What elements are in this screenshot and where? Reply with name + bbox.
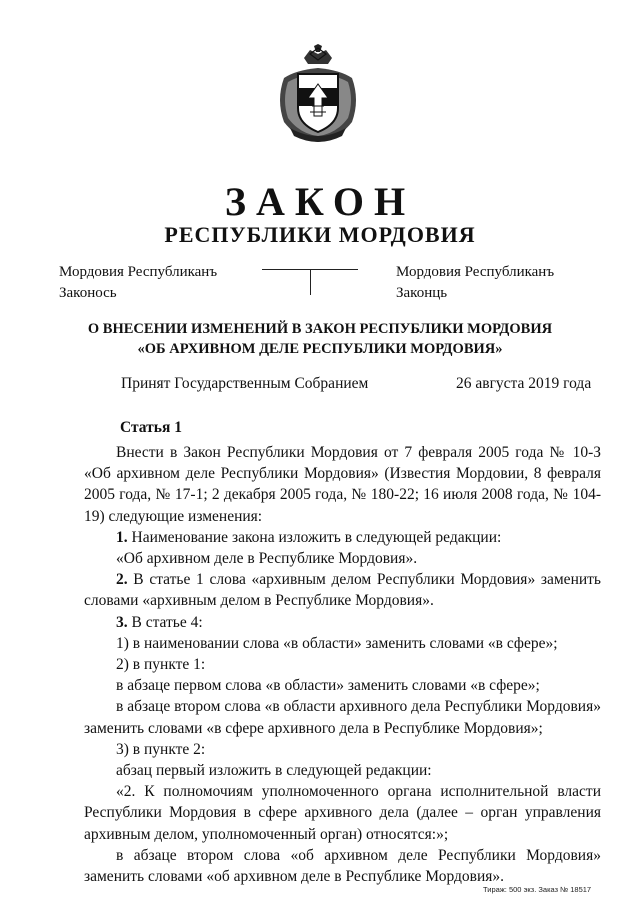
item-3-sub-3: 3) в пункте 2: [116, 740, 206, 758]
item-3-sub-3-b: в абзаце втором слова «об архивном деле Республики Мордовия» заменить словами «об архивном деле в Республике Мордовия». [84, 846, 601, 886]
item-3-text: В статье 4: [127, 613, 203, 631]
corner-left-line-2: Законось [59, 285, 117, 301]
adoption-date: 26 августа 2019 года [456, 375, 592, 392]
document-heading-line-1: О ВНЕСЕНИИ ИЗМЕНЕНИЙ В ЗАКОН РЕСПУБЛИКИ МОРДОВИЯ [87, 321, 553, 337]
coat-of-arms-icon [270, 44, 366, 144]
article-body [84, 442, 601, 887]
item-3-sub-3-a: абзац первый изложить в следующей редакции: [116, 762, 432, 780]
adoption-text: Принят Государственным Собранием [121, 375, 369, 392]
item-3 [84, 612, 601, 633]
corner-right-line-1: Мордовия Республиканъ [396, 264, 555, 280]
item-3-sub-2-b: в абзаце втором слова «в области архивного дела Республики Мордовия» заменить словами «в сфере архивного дела в Республике Мордовия»; [84, 698, 601, 737]
item-3-sub-1: 1) в наименовании слова «в области» заменить словами «в сфере»; [116, 634, 558, 652]
item-2-text: В статье 1 слова «архивным делом Республики Мордовия» заменить словами «архивным делом в Республике Мордовия». [84, 571, 601, 610]
corner-left-line-1: Мордовия Республиканъ [59, 264, 218, 280]
item-2 [84, 569, 601, 611]
item-2-number: 2. [116, 571, 128, 589]
document-heading-line-2: «ОБ АРХИВНОМ ДЕЛЕ РЕСПУБЛИКИ МОРДОВИЯ» [137, 341, 503, 357]
corner-right-line-2: Законць [396, 285, 448, 301]
item-1 [84, 527, 601, 548]
item-1-quote: «Об архивном деле в Республике Мордовия». [116, 550, 418, 568]
article-title: Статья 1 [120, 419, 182, 436]
item-1-number: 1. [116, 528, 128, 546]
registration-tick [310, 269, 311, 295]
item-3-sub-3-quote: «2. К полномочиям уполномоченного органа исполнительной власти Республики Мордовия в сфере архивного дела (далее – орган управления архивным делом, уполномоченный орган) относятся:»; [84, 783, 601, 843]
law-title: ЗАКОН [224, 179, 416, 224]
item-3-sub-2-a: в абзаце первом слова «в области» заменить словами «в сфере»; [116, 677, 540, 695]
corner-right-block [396, 262, 554, 304]
article-intro: Внести в Закон Республики Мордовия от 7 февраля 2005 года № 10-З «Об архивном деле Республики Мордовия» (Известия Мордовии, 8 февраля 2005 года, № 17-1; 2 декабря 2005 года, № 180-22; 16 июля 2008 года, № 104-19) следующие изменения: [84, 444, 601, 525]
item-3-number: 3. [116, 613, 128, 631]
item-3-sub-2: 2) в пункте 1: [116, 656, 206, 674]
law-subtitle: РЕСПУБЛИКИ МОРДОВИЯ [164, 222, 476, 247]
print-info: Тираж: 500 экз. Заказ № 18517 [483, 885, 592, 894]
item-1-text: Наименование закона изложить в следующей редакции: [127, 528, 502, 546]
corner-left-block [59, 262, 217, 304]
